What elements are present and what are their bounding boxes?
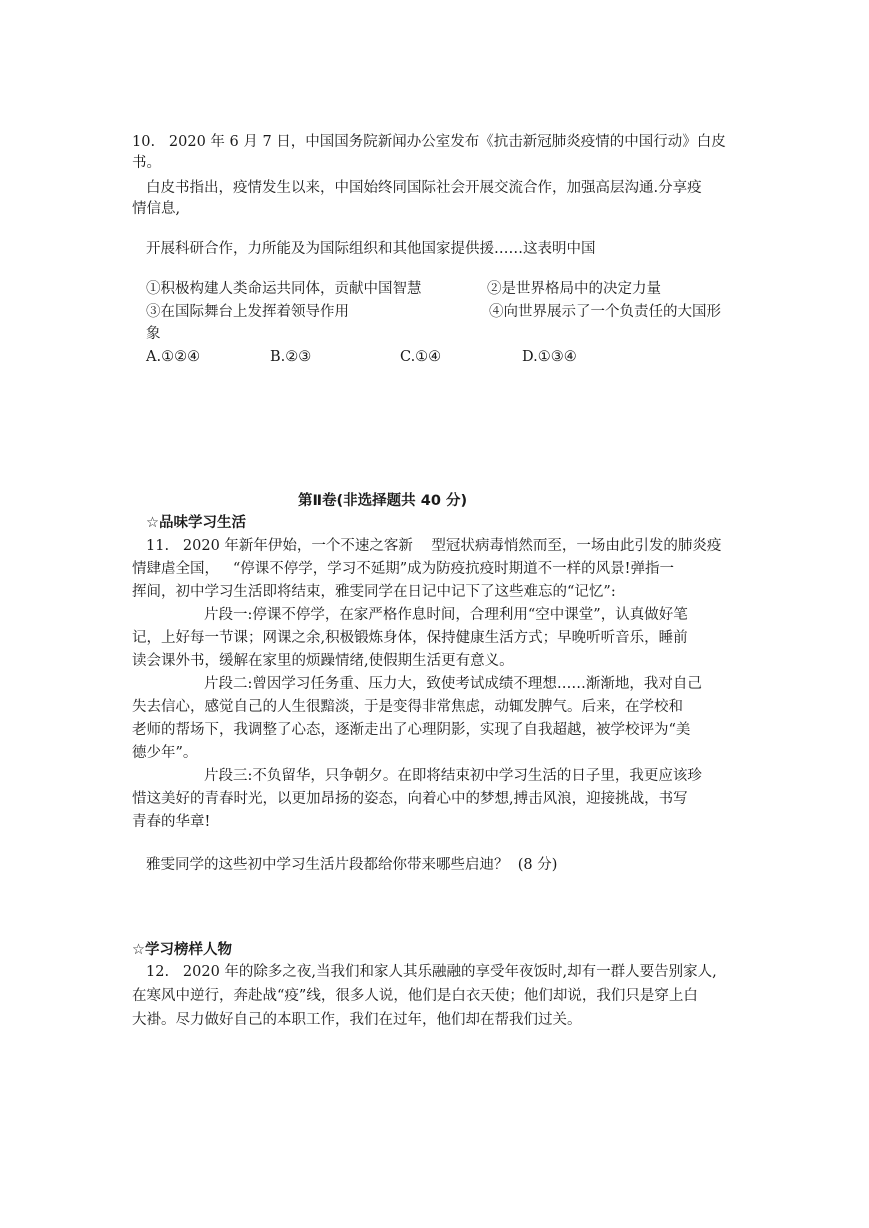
q12-line-2: 在寒风中逆行，奔赴战“疫”线，很多人说，他们是白衣天使；他们却说，我们只是穿上白 [132, 988, 698, 1004]
q11-fragment-3-line-3: 青春的华章! [132, 814, 211, 830]
q11-fragment-2-line-1: 片段二:曾因学习任务重、压力大，致使考试成绩不理想……渐渐地，我对自己 [204, 676, 702, 692]
q12-line-1: 12. 2020 年的除多之夜,当我们和家人其乐融融的享受年夜饭时,却有一群人要告别家人, [146, 964, 717, 980]
q11-fragment-1-line-2: 记，上好每一节课；网课之余,积极锻炼身体，保持健康生活方式；早晚听听音乐，睡前 [132, 630, 688, 646]
q12-line-3: 大褂。尽力做好自己的本职工作，我们在过年，他们却在帮我们过关。 [132, 1012, 582, 1028]
q11-question: 雅雯同学的这些初中学习生活片段都给你带来哪些启迪？ (8 分) [146, 857, 558, 873]
q11-line-1: 11. 2020 年新年伊始，一个不速之客新 型冠状病毒悄然而至，一场由此引发的肺炎疫 [146, 538, 722, 554]
q10-stem-line-2: 书。 [132, 155, 161, 171]
q10-stem-line-5: 开展科研合作，力所能及为国际组织和其他国家提供援……这表明中国 [146, 241, 596, 257]
q11-fragment-3-line-2: 惜这美好的青春时光，以更加昂扬的姿态，向着心中的梦想,搏击风浪，迎接挑战，书写 [132, 791, 688, 807]
section-2-title: 第Ⅱ卷(非选择题共 40 分) [298, 493, 468, 509]
q10-stem-line-3: 白皮书指出，疫情发生以来，中国始终同国际社会开展交流合作，加强高层沟通.分享疫 [146, 180, 702, 196]
q11-line-3: 挥间，初中学习生活即将结束，雅雯同学在日记中记下了这些难忘的“记忆”: [132, 584, 616, 600]
q10-choice-c: C.①④ [400, 349, 442, 365]
q10-choice-b: B.②③ [270, 349, 312, 365]
q10-stem-line-1: 10. 2020 年 6 月 7 日，中国国务院新闻办公室发布《抗击新冠肺炎疫情的中国行动》白皮 [132, 134, 726, 150]
q11-fragment-2-line-4: 德少年”。 [132, 745, 198, 761]
q10-stem-line-4: 情信息, [132, 201, 181, 217]
q10-option-2: ②是世界格局中的决定力量 [487, 281, 661, 297]
q11-fragment-1-line-3: 读会课外书，缓解在家里的烦躁情绪,使假期生活更有意义。 [132, 653, 514, 669]
q11-fragment-2-line-3: 老师的帮场下，我调整了心态，逐渐走出了心理阴影，实现了自我超越，被学校评为“美 [132, 722, 691, 738]
q11-line-2: 情肆虐全国， “停课不停学，学习不延期”成为防疫抗疫时期道不一样的风景!弹指一 [132, 561, 674, 577]
q10-option-1: ①积极构建人类命运共同体，贡献中国智慧 [146, 281, 422, 297]
q11-fragment-3-line-1: 片段三:不负留华，只争朝夕。在即将结束初中学习生活的日子里，我更应该珍 [204, 768, 702, 784]
q11-fragment-1-line-1: 片段一:停课不停学，在家严格作息时间，合理利用“空中课堂”，认真做好笔 [204, 607, 688, 623]
q10-choice-a: A.①②④ [146, 349, 201, 365]
q10-option-4: ④向世界展示了一个负责任的大国形 [489, 304, 721, 320]
q11-fragment-2-line-2: 失去信心，感觉自己的人生很黯淡，于是变得非常焦虑，动辄发脾气。后来，在学校和 [132, 699, 683, 715]
q10-choice-d: D.①③④ [522, 349, 577, 365]
q10-option-4-cont: 象 [146, 326, 161, 342]
q10-option-3: ③在国际舞台上发挥着领导作用 [146, 304, 349, 320]
section-heading-role-models: ☆学习榜样人物 [132, 942, 232, 958]
section-heading-study-life: ☆品味学习生活 [146, 515, 246, 531]
